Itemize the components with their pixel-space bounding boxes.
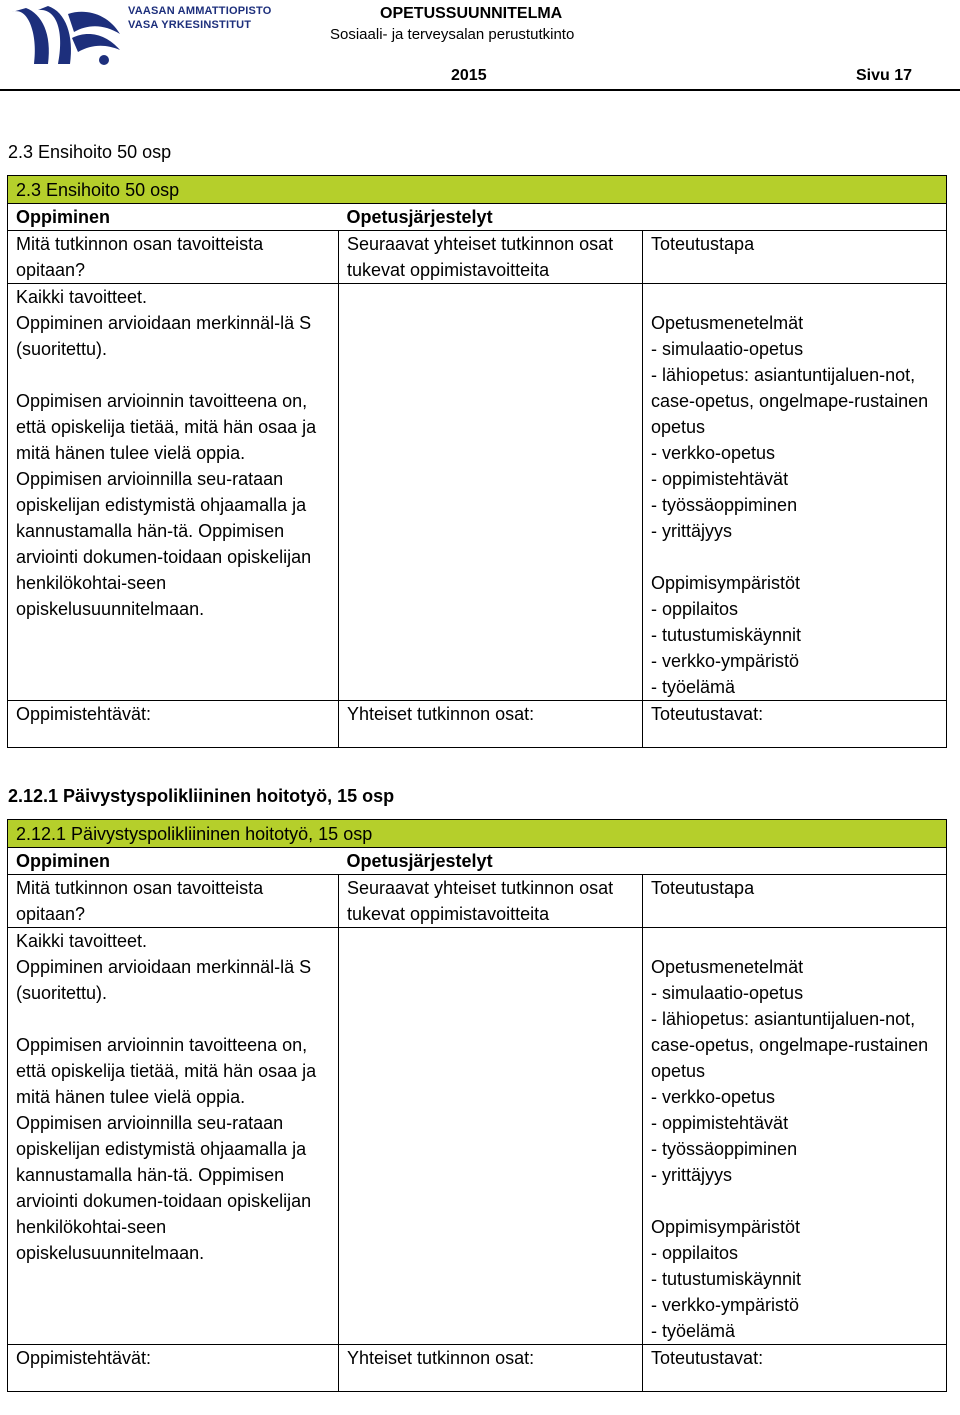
list-item: - oppilaitos	[651, 599, 739, 619]
curriculum-table	[7, 819, 947, 1392]
implementation-subheader: Toteutustapa	[643, 875, 947, 928]
tasks-footer: Oppimistehtävät:	[8, 1345, 339, 1392]
goals-text: Kaikki tavoitteet.	[16, 287, 148, 307]
common-units-footer: Yhteiset tutkinnon osat:	[339, 701, 643, 748]
list-item: - verkko-ympäristö	[651, 651, 800, 671]
list-item: - oppimistehtävät	[651, 469, 789, 489]
list-item: - oppilaitos	[651, 1243, 739, 1263]
environments-title: Oppimisympäristöt	[651, 1217, 801, 1237]
environments-list	[651, 596, 938, 700]
goals-text: Kaikki tavoitteet.	[16, 931, 148, 951]
list-item: - työelämä	[651, 1321, 736, 1341]
section-heading: 2.12.1 Päivystyspolikliininen hoitotyö, 15 osp	[8, 786, 395, 806]
list-item: - simulaatio-opetus	[651, 983, 804, 1003]
school-name-line1: VAASAN AMMATTIOPISTO	[128, 5, 272, 17]
methods-title: Opetusmenetelmät	[651, 313, 804, 333]
implementation-subheader: Toteutustapa	[643, 231, 947, 284]
learning-question: Mitä tutkinnon osan tavoitteista opitaan?	[8, 231, 339, 284]
list-item: - oppimistehtävät	[651, 1113, 789, 1133]
school-logo	[8, 4, 124, 68]
table-title: 2.3 Ensihoito 50 osp	[8, 176, 947, 204]
list-item: - simulaatio-opetus	[651, 339, 804, 359]
list-item: - työssäoppiminen	[651, 1139, 798, 1159]
column-header-arrangements: Opetusjärjestelyt	[339, 848, 947, 875]
learning-content	[8, 284, 339, 701]
assessment-text-1: Oppiminen arvioidaan merkinnäl-lä S (suoritettu).	[16, 313, 312, 359]
implementation-content	[643, 928, 947, 1345]
common-units-content	[339, 928, 643, 1345]
assessment-text-2: Oppimisen arvioinnin tavoitteena on, että opiskelija tietää, mitä hän osaa ja mitä hänen tulee vielä oppia. Oppimisen arvioinnilla seu-rataan opiskelijan edistymistä ohjaamalla ja kannustamalla hän-tä. Oppimisen arviointi dokumen-toidaan opiskelijan henkilökohtai-seen opiskelusuunnitelmaan.	[16, 391, 317, 619]
list-item: - lähiopetus: asiantuntijaluen-not, case-opetus, ongelmape-rustainen opetus	[651, 365, 929, 437]
document-subtitle: Sosiaali- ja terveysalan perustutkinto	[330, 26, 575, 43]
column-header-learning: Oppiminen	[8, 848, 339, 875]
assessment-text-1: Oppiminen arvioidaan merkinnäl-lä S (suoritettu).	[16, 957, 312, 1003]
list-item: - työssäoppiminen	[651, 495, 798, 515]
document-title: OPETUSSUUNNITELMA	[380, 5, 563, 22]
page-number: Sivu 17	[856, 67, 913, 84]
common-units-content	[339, 284, 643, 701]
methods-title: Opetusmenetelmät	[651, 957, 804, 977]
assessment-text-2: Oppimisen arvioinnin tavoitteena on, että opiskelija tietää, mitä hän osaa ja mitä hänen tulee vielä oppia. Oppimisen arvioinnilla seu-rataan opiskelijan edistymistä ohjaamalla ja kannustamalla hän-tä. Oppimisen arviointi dokumen-toidaan opiskelijan henkilökohtai-seen opiskelusuunnitelmaan.	[16, 1035, 317, 1263]
environments-title: Oppimisympäristöt	[651, 573, 801, 593]
environments-list	[651, 1240, 938, 1344]
list-item: - lähiopetus: asiantuntijaluen-not, case-opetus, ongelmape-rustainen opetus	[651, 1009, 929, 1081]
school-name	[128, 4, 272, 32]
section-heading: 2.3 Ensihoito 50 osp	[8, 142, 172, 162]
table-title: 2.12.1 Päivystyspolikliininen hoitotyö, 15 osp	[8, 820, 947, 848]
list-item: - tutustumiskäynnit	[651, 1269, 802, 1289]
list-item: - tutustumiskäynnit	[651, 625, 802, 645]
implementation-content	[643, 284, 947, 701]
column-header-arrangements: Opetusjärjestelyt	[339, 204, 947, 231]
learning-content	[8, 928, 339, 1345]
list-item: - työelämä	[651, 677, 736, 697]
list-item: - yrittäjyys	[651, 1165, 732, 1185]
implementations-footer: Toteutustavat:	[643, 1345, 947, 1392]
methods-list	[651, 980, 938, 1188]
methods-list	[651, 336, 938, 544]
common-units-subheader: Seuraavat yhteiset tutkinnon osat tukevat oppimistavoitteita	[339, 231, 643, 284]
list-item: - verkko-opetus	[651, 1087, 776, 1107]
implementations-footer: Toteutustavat:	[643, 701, 947, 748]
common-units-subheader: Seuraavat yhteiset tutkinnon osat tukevat oppimistavoitteita	[339, 875, 643, 928]
common-units-footer: Yhteiset tutkinnon osat:	[339, 1345, 643, 1392]
column-header-learning: Oppiminen	[8, 204, 339, 231]
list-item: - yrittäjyys	[651, 521, 732, 541]
list-item: - verkko-opetus	[651, 443, 776, 463]
header-divider	[0, 89, 960, 91]
school-name-line2: VASA YRKESINSTITUT	[128, 19, 252, 31]
tasks-footer: Oppimistehtävät:	[8, 701, 339, 748]
curriculum-table	[7, 175, 947, 748]
document-year: 2015	[451, 67, 487, 84]
learning-question: Mitä tutkinnon osan tavoitteista opitaan?	[8, 875, 339, 928]
page-header	[0, 0, 960, 100]
list-item: - verkko-ympäristö	[651, 1295, 800, 1315]
